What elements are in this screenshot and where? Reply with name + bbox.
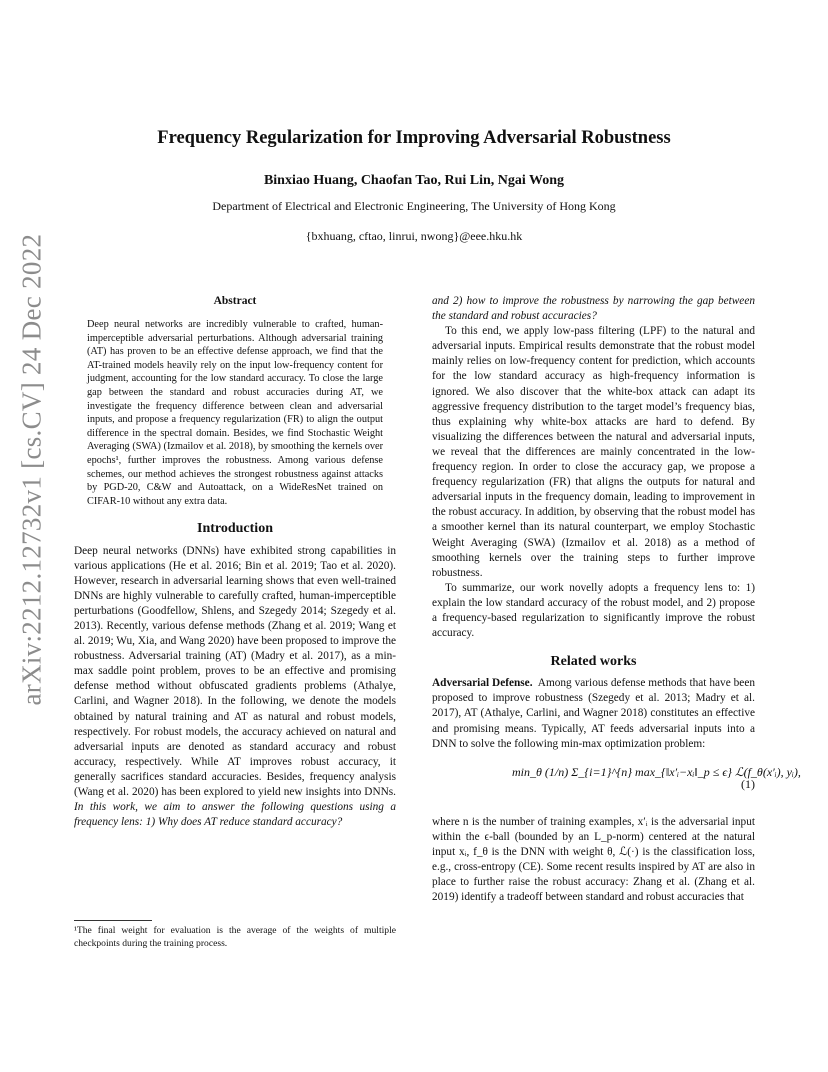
summary-paragraph: To summarize, our work novelly adopts a frequency lens to: 1) explain the low standard accuracy of the robust model, and 2) propose a frequency-based regularization to significantly improve the robust accuracy.: [432, 581, 755, 640]
adversarial-defense-text: Among various defense methods that have been proposed to improve robustness (Szegedy et al. 2013; Madry et al. 2017), AT (Athalye, Carlini, and Wagner 2018) constitutes an effective and promising means. Typically, AT feeds adversarial inputs into a DNN to solve the following min-max optimization problem:: [432, 677, 755, 750]
research-question-continued: and 2) how to improve the robustness by narrowing the gap between the standard and robust accuracies?: [432, 295, 755, 323]
footnote-rule: [74, 920, 152, 921]
left-column: [74, 294, 396, 830]
research-question-text: In this work, we aim to answer the following questions using a frequency lens: 1) Why does AT reduce standard accuracy?: [74, 801, 396, 829]
related-works-heading: Related works: [550, 654, 637, 670]
arxiv-sidebar: [0, 233, 70, 706]
equation-explanation: where n is the number of training examples, x′ᵢ is the adversarial input within the ϵ-ball (bounded by an L_p-norm) centered at the natural input xᵢ, f_θ is the DNN with weight θ, ℒ(·) is the classification loss, e.g., cross-entropy (CE). Some recent results inspired by AT are also in place to further raise the robust accuracy: Zhang et al. (Zhang et al. 2019) identify a tradeoff between standard and robust accuracies that: [432, 815, 755, 904]
introduction-heading: Introduction: [197, 521, 273, 537]
footnote: ¹The final weight for evaluation is the average of the weights of multiple checkpoints during the training process.: [74, 925, 396, 949]
adversarial-defense-runin: Adversarial Defense.: [432, 677, 533, 690]
equation-number: (1): [741, 776, 755, 791]
affiliation: Department of Electrical and Electronic Engineering, The University of Hong Kong: [212, 199, 616, 213]
equation-1: [432, 761, 801, 809]
abstract-text: Deep neural networks are incredibly vulnerable to crafted, human-imperceptible adversarial perturbations. Although adversarial training (AT) has proven to be an effective defense approach, we find that the AT-trained models heavily rely on the input low-frequency content for judgment, accounting for the low standard accuracy. To close the large gap between the standard and robust accuracies during AT, we investigate the frequency difference between clean and adversarial inputs, and propose a frequency regularization (FR) to align the output difference in the spectral domain. Besides, we find Stochastic Weight Averaging (SWA) (Izmailov et al. 2018), by smoothing the kernels over epochs¹, further improves the robustness. Among various defense schemes, our method achieves the strongest robustness against attacks by PGD-20, C&W and Autoattack, on a WideResNet trained on CIFAR-10 without any extra data.: [87, 319, 383, 507]
paper-title: Frequency Regularization for Improving Adversarial Robustness: [157, 128, 671, 148]
equation-body: min_θ (1/n) Σ_{i=1}^{n} max_{‖x′ᵢ−xᵢ‖_p ≤ ϵ} ℒ(f_θ(x′ᵢ), yᵢ),: [512, 764, 801, 779]
introduction-text: Deep neural networks (DNNs) have exhibited strong capabilities in various applications (He et al. 2016; Bin et al. 2019; Tao et al. 2020). However, research in adversarial learning shows that even well-trained DNNs are highly vulnerable to carefully crafted, human-imperceptible perturbations (Goodfellow, Shlens, and Szegedy 2014; Szegedy et al. 2013). Recently, various defense methods (Zhang et al. 2019; Wang et al. 2019; Wu, Xia, and Wang 2020) have been proposed to improve the robustness. Adversarial training (AT) (Madry et al. 2017), as a min-max saddle point problem, proves to be an effective and promising defense method without obfuscated gradients problems (Athalye, Carlini, and Wagner 2018). In the following, we denote the models obtained by natural training and AT as natural and robust models, respectively. For robust models, the accuracy achieved on natural and adversarial inputs are denoted as standard accuracy and robust accuracy, respectively. While AT improves robust accuracy, it generally sacrifices standard accuracies. Besides, frequency analysis (Wang et al. 2020) has been explored to yield new insights into DNNs.: [74, 544, 396, 798]
abstract-heading: Abstract: [213, 295, 257, 307]
approach-paragraph: To this end, we apply low-pass filtering (LPF) to the natural and adversarial inputs. Empirical results demonstrate that the robust model mainly relies on low-frequency content for prediction, which accounts for the low standard accuracy as high-frequency information is ignored. We also discover that the white-box attack can adapt its aggressive frequency distribution to the target model’s frequency bias, thus explaining why white-box attacks are hard to defend. By visualizing the differences between the natural and adversarial inputs, we reveal that the differences are mainly concentrated in the low-frequency region. In order to close the accuracy gap, we propose a frequency regularization (FR) that aligns the outputs for natural and adversarial inputs in the frequency domain, leading to improvement in the robust accuracy. In addition, by observing that the robust model has a smoother kernel than its natural counterpart, we employ Stochastic Weight Averaging (SWA) (Izmailov et al. 2018) as a method of smoothing kernels over the training steps to further improve robustness.: [432, 325, 755, 579]
introduction-paragraph: [74, 544, 396, 831]
right-column: [432, 294, 801, 905]
adversarial-defense-paragraph: [432, 676, 755, 751]
author-emails: {bxhuang, cftao, linrui, nwong}@eee.hku.hk: [305, 229, 523, 243]
author-list: Binxiao Huang, Chaofan Tao, Rui Lin, Ngai Wong: [263, 173, 565, 188]
arxiv-identifier: arXiv:2212.12732v1 [cs.CV] 24 Dec 2022: [16, 233, 47, 706]
